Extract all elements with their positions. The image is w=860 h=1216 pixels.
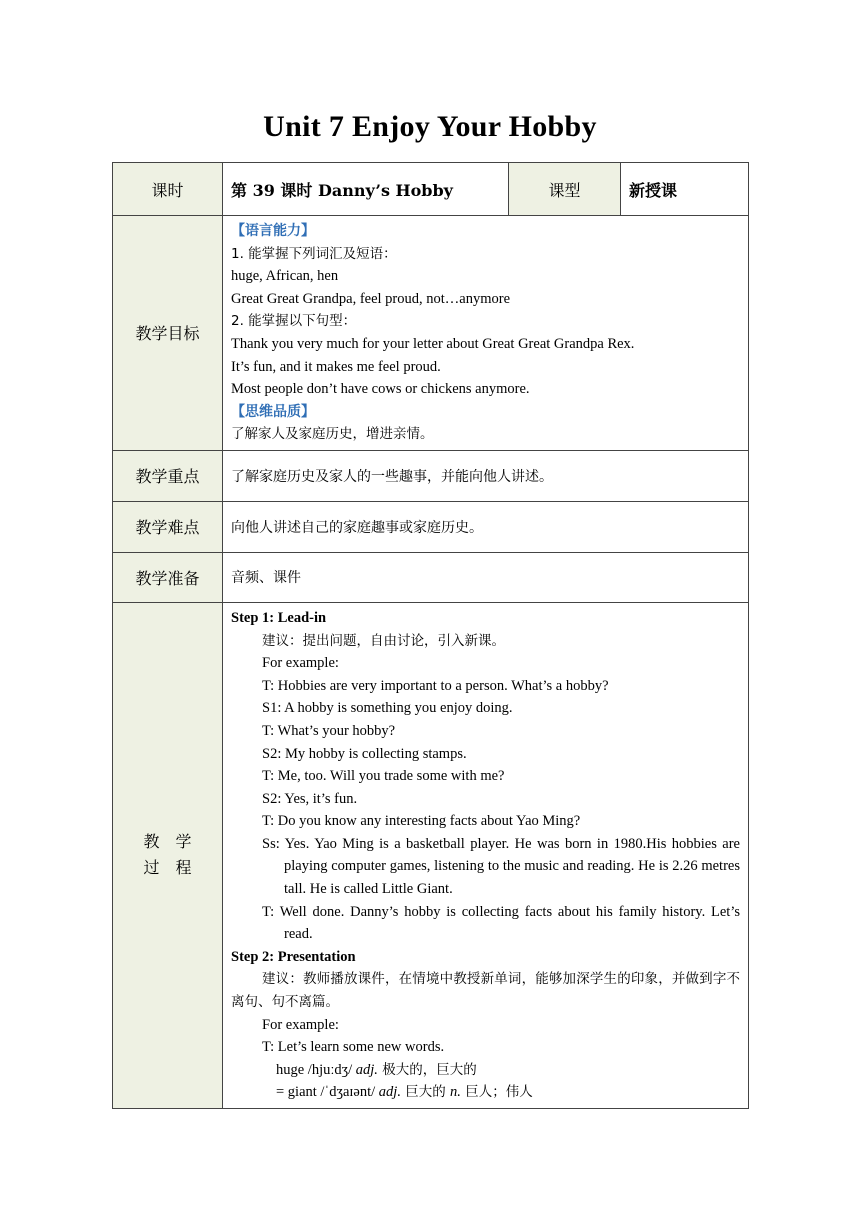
objective-line: 了解家人及家庭历史，增进亲情。 (231, 426, 434, 443)
process-line: S1: A hobby is something you enjoy doing. (262, 700, 513, 717)
process-line: T: Hobbies are very important to a person. What’s a hobby? (262, 677, 609, 694)
objectives-content (223, 216, 749, 451)
key-points-text: 了解家庭历史及家人的一些趣事，并能向他人讲述。 (223, 450, 749, 501)
preparation-label: 教学准备 (113, 552, 223, 602)
objective-line: 【语言能力】 (231, 223, 315, 239)
step-heading: Step 1: Lead-in (231, 609, 327, 626)
lesson-label: 课时 (113, 163, 223, 216)
key-points-label: 教学重点 (113, 450, 223, 501)
process-line: T: Me, too. Will you trade some with me? (262, 768, 505, 785)
objective-line: Most people don’t have cows or chickens anymore. (231, 381, 530, 398)
process-line: For example: (262, 1016, 339, 1033)
process-label-line: 教 学 (143, 832, 192, 852)
difficulties-row (113, 501, 749, 552)
objective-line: 2. 能掌握以下句型： (231, 313, 357, 330)
process-content (223, 602, 749, 1108)
objective-line: Thank you very much for your letter about Great Great Grandpa Rex. (231, 335, 635, 352)
process-row (113, 602, 749, 1108)
process-line: T: Do you know any interesting facts about Yao Ming? (262, 813, 581, 830)
process-line: Ss: Yes. Yao Ming is a basketball player. He was born in 1980.His hobbies are playing computer games, listening to the music and reading. He is 2.26 metres tall. He is called Little Giant. (262, 835, 740, 898)
objective-line: It’s fun, and it makes me feel proud. (231, 358, 441, 375)
lesson-value: 第 39 课时 Danny’s Hobby (223, 163, 509, 216)
preparation-text: 音频、课件 (223, 552, 749, 602)
objectives-row (113, 216, 749, 451)
process-line: For example: (262, 655, 339, 672)
process-line: T: Well done. Danny’s hobby is collecting facts about his family history. Let’s read. (262, 903, 740, 943)
step-heading: Step 2: Presentation (231, 948, 356, 965)
vocab-line: = giant /ˈdʒaɪənt/ adj. 巨大的 n. 巨人；伟人 (276, 1084, 533, 1101)
process-label (113, 602, 223, 1108)
process-label-line: 过 程 (143, 858, 192, 878)
objective-line: Great Great Grandpa, feel proud, not…anymore (231, 290, 511, 307)
header-row (113, 163, 749, 216)
objectives-label: 教学目标 (113, 216, 223, 451)
objective-line: 1. 能掌握下列词汇及短语： (231, 245, 397, 262)
page-title: Unit 7 Enjoy Your Hobby (263, 110, 597, 143)
objective-line: huge, African, hen (231, 268, 339, 285)
difficulties-label: 教学难点 (113, 501, 223, 552)
process-line: S2: Yes, it’s fun. (262, 790, 358, 807)
process-line: T: Let’s learn some new words. (262, 1039, 445, 1056)
vocab-line: huge /hjuːdʒ/ adj. 极大的，巨大的 (276, 1061, 477, 1078)
key-points-row (113, 450, 749, 501)
type-label: 课型 (509, 163, 621, 216)
process-line: T: What’s your hobby? (262, 722, 396, 739)
type-value: 新授课 (621, 163, 749, 216)
lesson-plan-table (112, 162, 749, 1109)
process-line: 建议：提出问题，自由讨论，引入新课。 (262, 632, 505, 649)
difficulties-text: 向他人讲述自己的家庭趣事或家庭历史。 (223, 501, 749, 552)
process-line: S2: My hobby is collecting stamps. (262, 745, 467, 762)
process-line: 建议：教师播放课件，在情境中教授新单词，能够加深学生的印象，并做到字不离句、句不离篇。 (231, 971, 740, 1011)
preparation-row (113, 552, 749, 602)
objective-line: 【思维品质】 (231, 403, 315, 420)
